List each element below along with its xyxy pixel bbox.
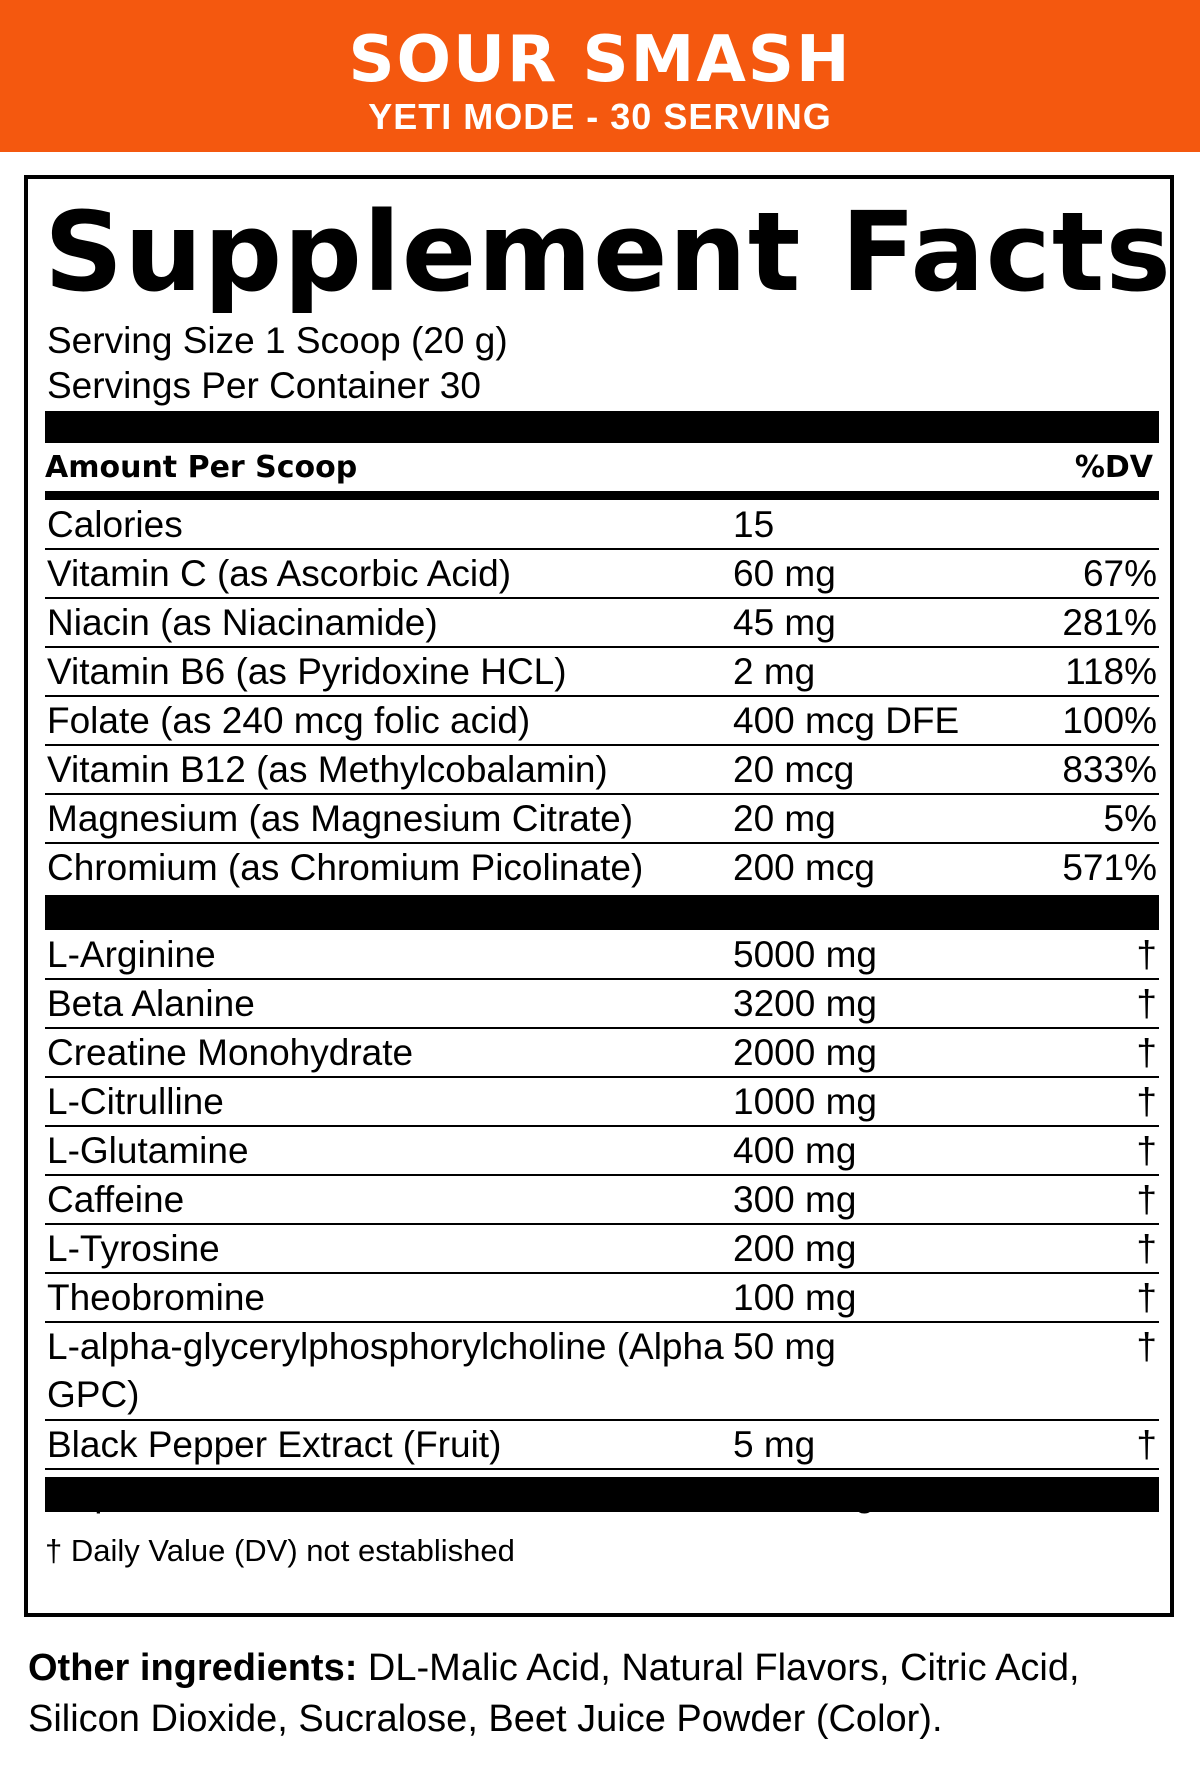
ingredient-dv: 5% bbox=[1103, 798, 1157, 839]
ingredient-amount: 300 mg bbox=[733, 1179, 857, 1220]
ingredient-name: L-alpha-glycerylphosphorylcholine (Alpha GPC) bbox=[47, 1326, 724, 1415]
vitamin-table bbox=[45, 501, 1159, 893]
ingredient-name: L-Glutamine bbox=[47, 1130, 249, 1171]
ingredient-dv: † bbox=[1136, 1081, 1157, 1122]
ingredient-dv: 833% bbox=[1062, 749, 1157, 790]
ingredient-name: Vitamin C (as Ascorbic Acid) bbox=[47, 553, 512, 594]
ingredient-dv: † bbox=[1136, 983, 1157, 1024]
ingredient-dv: 571% bbox=[1062, 847, 1157, 888]
ingredient-amount: 5 mg bbox=[733, 1424, 816, 1465]
ingredient-name: Creatine Monohydrate bbox=[47, 1032, 414, 1073]
facts-title: Supplement Facts bbox=[44, 188, 1172, 316]
ingredient-dv: 100% bbox=[1062, 700, 1157, 741]
ingredient-dv: † bbox=[1136, 934, 1157, 975]
ingredient-name: Black Pepper Extract (Fruit) bbox=[47, 1424, 502, 1465]
amount-per-scoop-header: Amount Per Scoop bbox=[45, 450, 358, 485]
ingredient-amount: 2 mg bbox=[733, 651, 816, 692]
ingredient-amount: 200 mcg bbox=[733, 847, 875, 888]
ingredient-dv: † bbox=[1136, 1326, 1157, 1367]
table-row bbox=[45, 550, 1159, 599]
flavor-subtitle: YETI MODE - 30 SERVING bbox=[368, 96, 832, 137]
ingredient-name: L-Arginine bbox=[47, 934, 216, 975]
ingredient-amount: 100 mg bbox=[733, 1277, 857, 1318]
ingredient-name: Chromium (as Chromium Picolinate) bbox=[47, 847, 644, 888]
table-row bbox=[45, 1127, 1159, 1176]
ingredient-dv: † bbox=[1136, 1277, 1157, 1318]
table-row bbox=[45, 1078, 1159, 1127]
ingredient-name: L-Tyrosine bbox=[47, 1228, 220, 1269]
table-row bbox=[45, 1274, 1159, 1323]
table-row bbox=[45, 599, 1159, 648]
serving-size: Serving Size 1 Scoop (20 g) bbox=[47, 320, 508, 361]
table-row bbox=[45, 980, 1159, 1029]
ingredient-dv: 281% bbox=[1062, 602, 1157, 643]
table-row bbox=[45, 795, 1159, 844]
divider-bar bbox=[45, 1477, 1159, 1512]
ingredient-name: Niacin (as Niacinamide) bbox=[47, 602, 438, 643]
ingredient-name: Vitamin B6 (as Pyridoxine HCL) bbox=[47, 651, 567, 692]
table-row bbox=[45, 648, 1159, 697]
ingredient-amount: 45 mg bbox=[733, 602, 836, 643]
other-ingredients-label: Other ingredients: bbox=[28, 1647, 358, 1689]
ingredient-amount: 20 mg bbox=[733, 798, 836, 839]
table-row bbox=[45, 1421, 1159, 1470]
ingredient-dv: 118% bbox=[1065, 651, 1157, 692]
blend-table bbox=[45, 931, 1159, 1519]
ingredient-amount: 3200 mg bbox=[733, 983, 877, 1024]
ingredient-name: Caffeine bbox=[47, 1179, 185, 1220]
table-row bbox=[45, 697, 1159, 746]
table-row bbox=[45, 746, 1159, 795]
ingredient-name: Calories bbox=[47, 504, 183, 545]
table-row bbox=[45, 1323, 1159, 1421]
divider-bar bbox=[45, 411, 1159, 443]
ingredient-dv: 67% bbox=[1082, 553, 1157, 594]
ingredient-amount: 400 mg bbox=[733, 1130, 857, 1171]
ingredient-name: Beta Alanine bbox=[47, 983, 255, 1024]
ingredient-amount: 2000 mg bbox=[733, 1032, 877, 1073]
table-row bbox=[45, 1029, 1159, 1078]
ingredient-name: Magnesium (as Magnesium Citrate) bbox=[47, 798, 634, 839]
ingredient-name: Folate (as 240 mcg folic acid) bbox=[47, 700, 531, 741]
ingredient-dv: † bbox=[1136, 1228, 1157, 1269]
other-ingredients-text: DL-Malic Acid, Natural Flavors, Citric Acid, Silicon Dioxide, Sucralose, Beet Juice Powder (Color). bbox=[28, 1647, 1080, 1740]
table-row bbox=[45, 1176, 1159, 1225]
ingredient-amount: 50 mg bbox=[733, 1326, 836, 1367]
divider-bar bbox=[45, 491, 1159, 500]
ingredient-amount: 20 mcg bbox=[733, 749, 855, 790]
flavor-title: SOUR SMASH bbox=[348, 23, 852, 97]
divider-bar bbox=[45, 895, 1159, 930]
ingredient-amount: 5000 mg bbox=[733, 934, 877, 975]
other-ingredients bbox=[28, 1643, 1178, 1745]
ingredient-name: Vitamin B12 (as Methylcobalamin) bbox=[47, 749, 608, 790]
dv-footnote: † Daily Value (DV) not established bbox=[45, 1533, 515, 1568]
table-row bbox=[45, 844, 1159, 893]
ingredient-name: L-Citrulline bbox=[47, 1081, 224, 1122]
table-row bbox=[45, 501, 1159, 550]
ingredient-dv: † bbox=[1136, 1130, 1157, 1171]
ingredient-amount: 200 mg bbox=[733, 1228, 857, 1269]
ingredient-dv: † bbox=[1136, 1179, 1157, 1220]
ingredient-dv: † bbox=[1136, 1032, 1157, 1073]
ingredient-name: Theobromine bbox=[47, 1277, 266, 1318]
dv-header: %DV bbox=[1074, 450, 1153, 485]
ingredient-amount: 1000 mg bbox=[733, 1081, 877, 1122]
servings-per-container: Servings Per Container 30 bbox=[47, 365, 481, 406]
ingredient-amount: 400 mcg DFE bbox=[733, 700, 960, 741]
flavor-banner bbox=[0, 0, 1200, 152]
supplement-facts-panel bbox=[24, 175, 1174, 1617]
ingredient-dv: † bbox=[1136, 1424, 1157, 1465]
table-row bbox=[45, 1225, 1159, 1274]
ingredient-amount: 15 bbox=[733, 504, 775, 545]
ingredient-amount: 60 mg bbox=[733, 553, 836, 594]
table-row bbox=[45, 931, 1159, 980]
